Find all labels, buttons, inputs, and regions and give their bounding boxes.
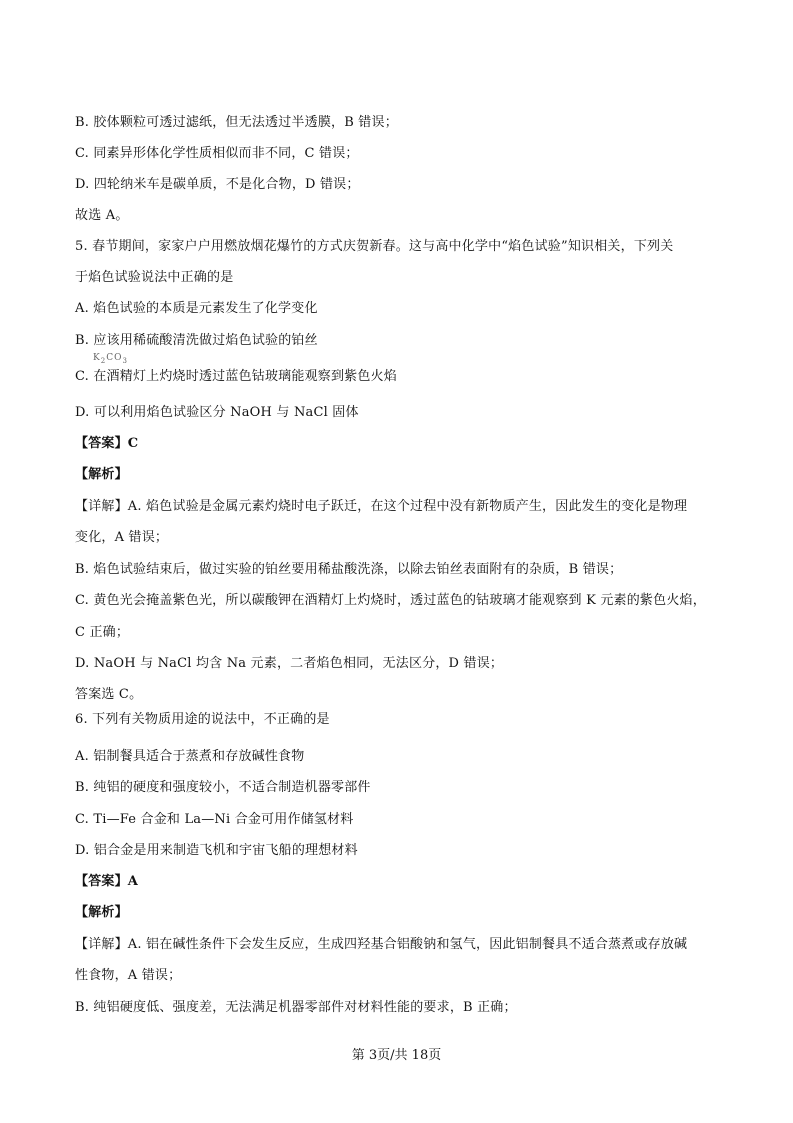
option-d: D. 可以利用焰色试验区分 NaOH 与 NaCl 固体	[75, 405, 359, 420]
formula-k2co3: $K_2CO_3$	[93, 353, 128, 365]
text-line: D. 四轮纳米车是碳单质，不是化合物，D 错误；	[75, 177, 360, 192]
answer-label: 【答案】A	[75, 874, 139, 889]
text-line: C. 同素异形体化学性质相似而非不同，C 错误；	[75, 146, 359, 161]
question-6: 6. 下列有关物质用途的说法中，不正确的是	[75, 712, 330, 727]
analysis-label: 【解析】	[75, 467, 128, 482]
question-5: 5. 春节期间，家家户户用燃放烟花爆竹的方式庆贺新春。这与高中化学中“焰色试验”知识相关，下列关	[75, 239, 674, 254]
text-line: D. NaOH 与 NaCl 均含 Na 元素，二者焰色相同，无法区分，D 错误；	[75, 656, 504, 671]
option-b: B. 纯铝的硬度和强度较小，不适合制造机器零部件	[75, 780, 371, 795]
text-line: 性食物，A 错误；	[75, 968, 182, 983]
option-b: B. 应该用稀硫酸清洗做过焰色试验的铂丝	[75, 333, 318, 348]
text-line: 变化，A 错误；	[75, 530, 169, 545]
analysis-label: 【解析】	[75, 905, 128, 920]
option-a: A. 焰色试验的本质是元素发生了化学变化	[75, 301, 318, 316]
page-number: 第 3页/共 18页	[351, 1048, 442, 1063]
option-a: A. 铝制餐具适合于蒸煮和存放碱性食物	[75, 749, 305, 764]
text-line: 【详解】A. 焰色试验是金属元素灼烧时电子跃迁，在这个过程中没有新物质产生，因此发生的变化是物理	[75, 499, 688, 514]
text-line: C. 黄色光会掩盖紫色光，所以碳酸钾在酒精灯上灼烧时，透过蓝色的钴玻璃才能观察到 K 元素的紫色火焰，	[75, 593, 706, 608]
text-line: 【详解】A. 铝在碱性条件下会发生反应，生成四羟基合铝酸钠和氢气，因此铝制餐具不适合蒸煮或存放碱	[75, 937, 688, 952]
text-line: 答案选 C。	[75, 687, 143, 702]
text-line: 故选 A。	[75, 208, 129, 223]
text-line: B. 胶体颗粒可透过滤纸，但无法透过半透膜，B 错误；	[75, 115, 398, 130]
option-c: C. 在酒精灯上灼烧时透过蓝色钴玻璃能观察到紫色火焰	[75, 369, 397, 384]
text-line: 于焰色试验说法中正确的是	[75, 270, 234, 285]
text-line: B. 纯铝硬度低、强度差，无法满足机器零部件对材料性能的要求，B 正确；	[75, 1000, 517, 1015]
text-line: C 正确；	[75, 625, 130, 640]
answer-label: 【答案】C	[75, 436, 139, 451]
option-c: C. Ti—Fe 合金和 La—Ni 合金可用作储氢材料	[75, 812, 354, 827]
text-line: B. 焰色试验结束后，做过实验的铂丝要用稀盐酸洗涤，以除去铂丝表面附有的杂质，B 错误；	[75, 562, 623, 577]
option-d: D. 铝合金是用来制造飞机和宇宙飞船的理想材料	[75, 843, 358, 858]
